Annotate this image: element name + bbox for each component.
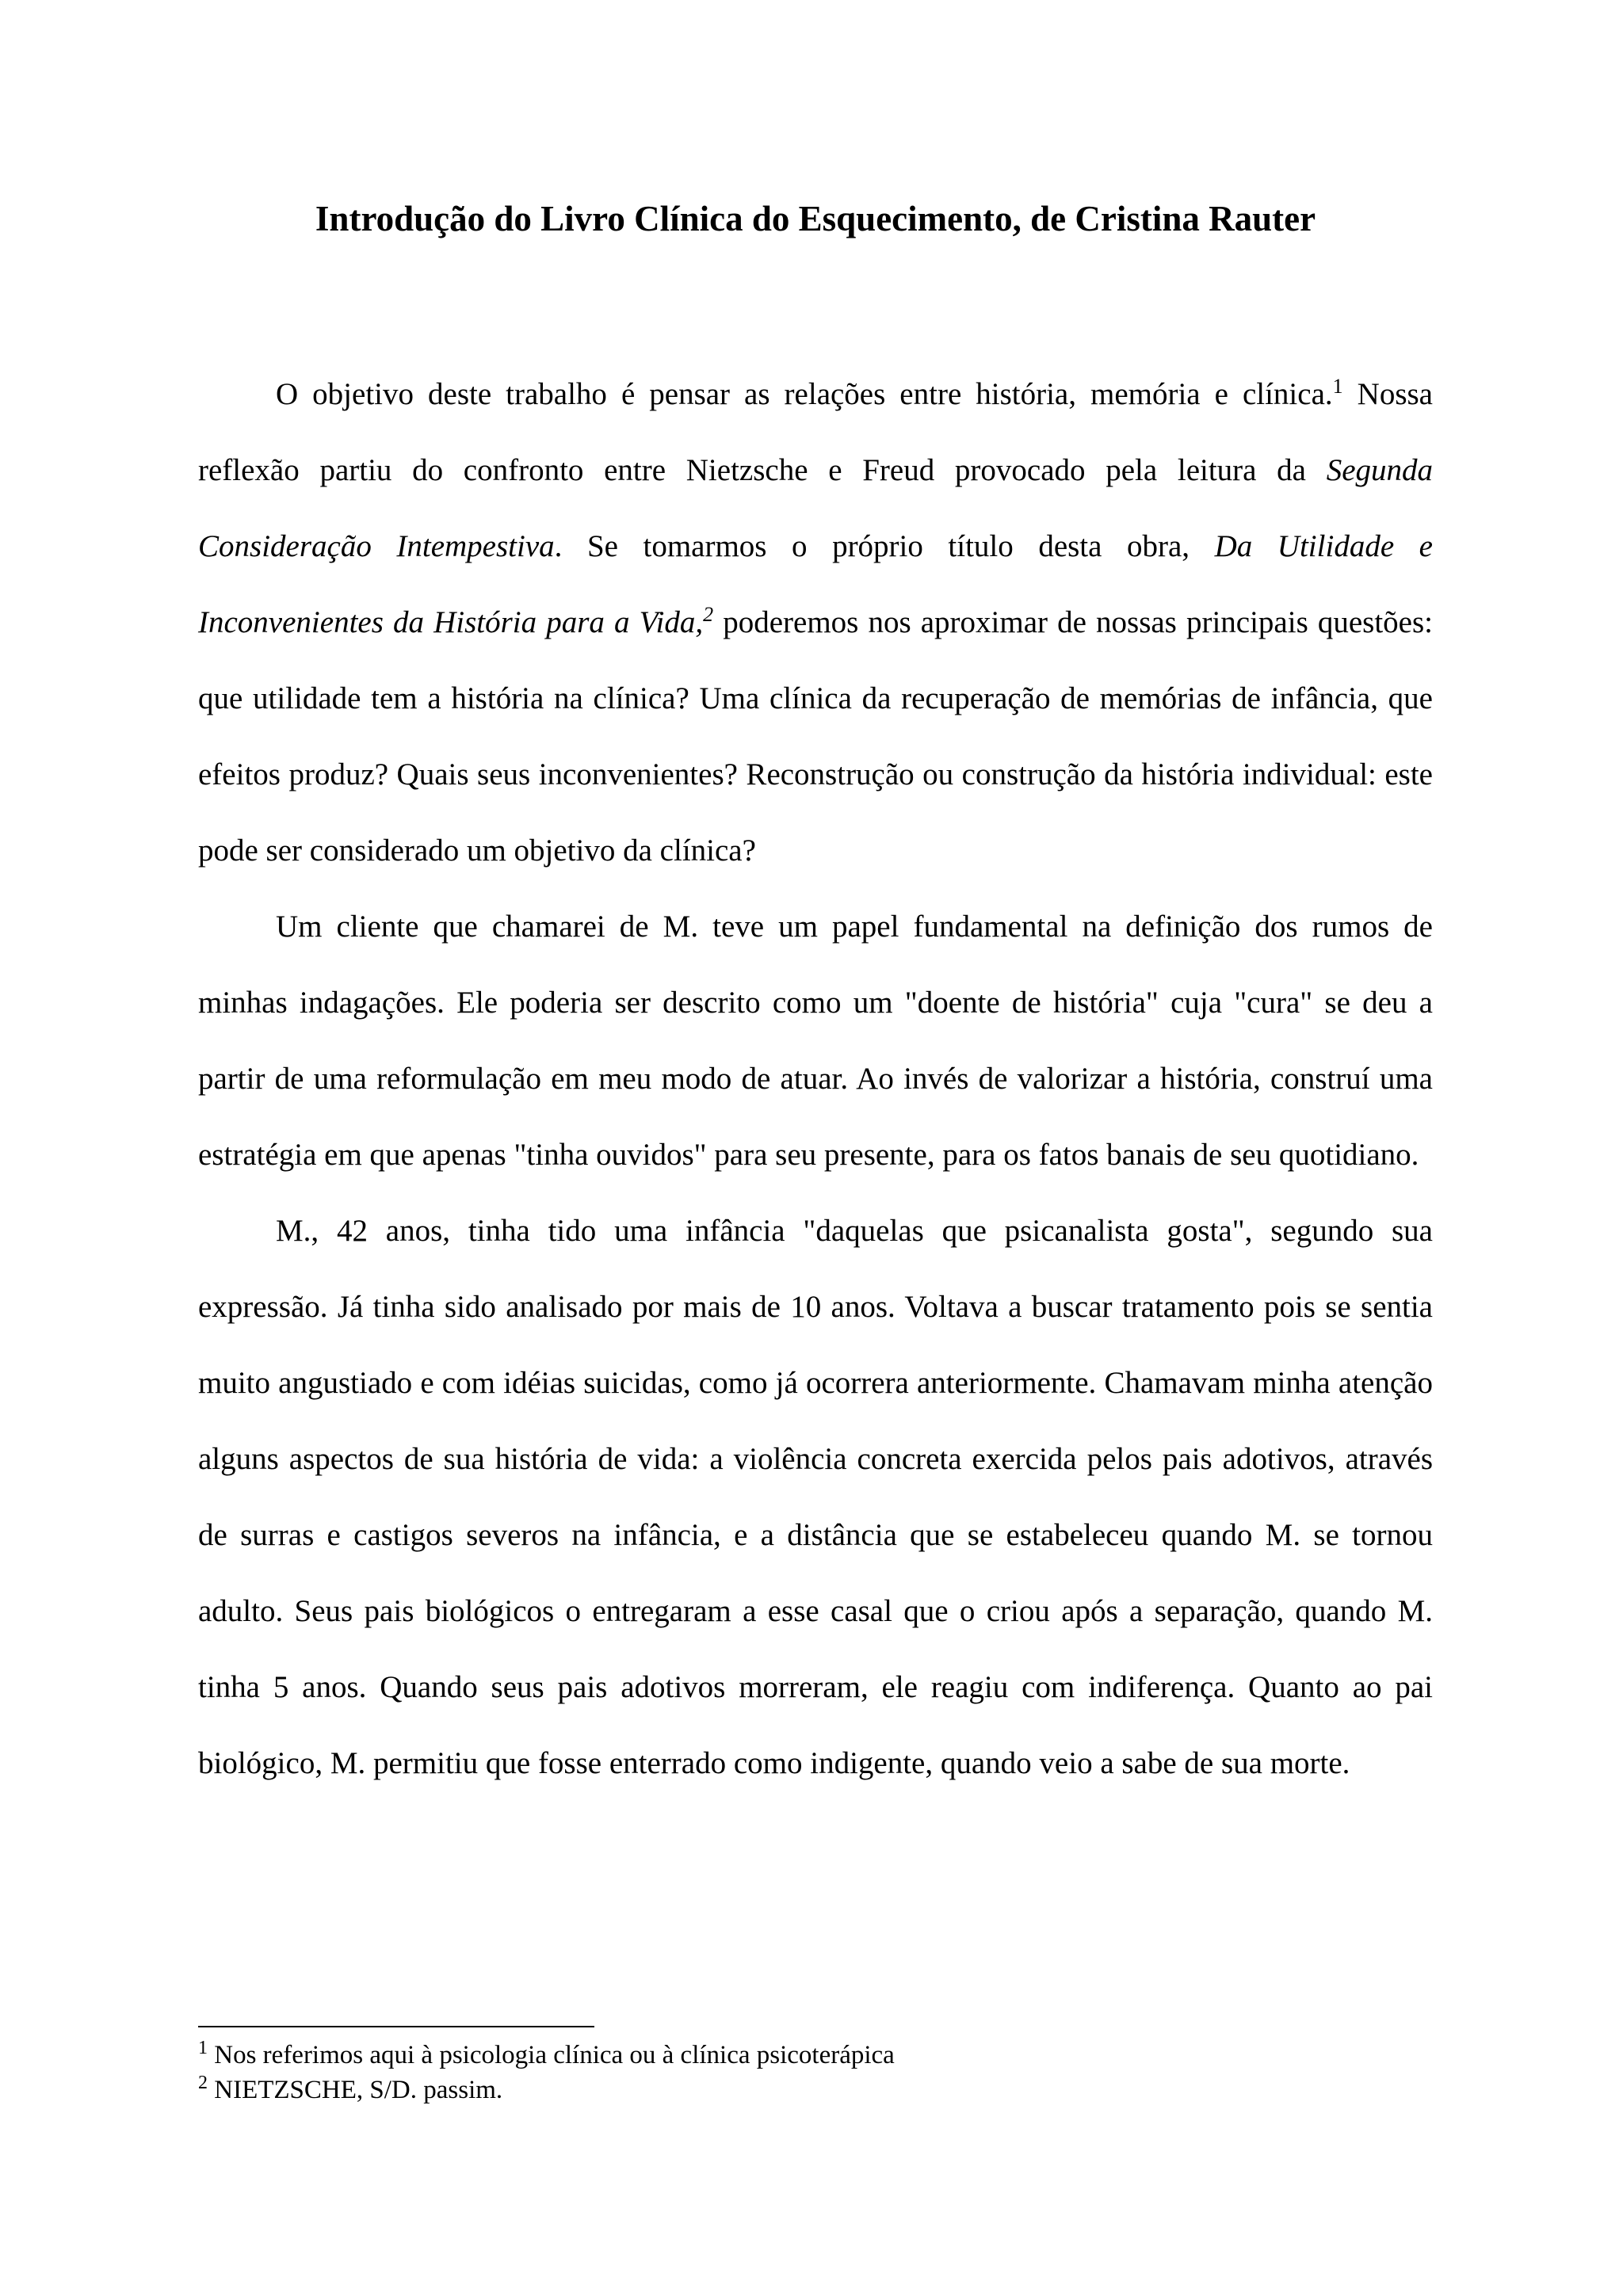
document-page xyxy=(198,0,1433,2296)
paragraph-1-text-d: poderemos nos aproximar de nossas principais questões: que utilidade tem a história na clínica? Uma clínica da recuperação de memórias de infância, que efeitos produz? Quais seus inconvenientes? Reconstrução ou construção da história individual: este pode ser considerado um objetivo da clínica? xyxy=(198,605,1433,868)
paragraph-3: M., 42 anos, tinha tido uma infância "daquelas que psicanalista gosta", segundo sua expressão. Já tinha sido analisado por mais de 10 anos. Voltava a buscar tratamento pois se sentia muito angustiado e com idéias suicidas, como já ocorrera anteriormente. Chamavam minha atenção alguns aspectos de sua história de vida: a violência concreta exercida pelos pais adotivos, através de surras e castigos severos na infância, e a distância que se estabeleceu quando M. se tornou adulto. Seus pais biológicos o entregaram a esse casal que o criou após a separação, quando M. tinha 5 anos. Quando seus pais adotivos morreram, ele reagiu com indiferença. Quanto ao pai biológico, M. permitiu que fosse enterrado como indigente, quando veio a sabe de sua morte. xyxy=(198,1214,1433,1780)
footnote-2-number: 2 xyxy=(198,2073,208,2093)
paragraph-1 xyxy=(198,357,1433,889)
paragraph-1-text-a: O objetivo deste trabalho é pensar as relações entre história, memória e clínica. xyxy=(276,377,1333,411)
paragraph-1-text-b: Nossa reflexão partiu do confronto entre Nietzsche e Freud provocado pela leitura da xyxy=(198,377,1433,487)
paragraph-2: Um cliente que chamarei de M. teve um papel fundamental na definição dos rumos de minhas indagações. Ele poderia ser descrito como um "doente de história" cuja "cura" se deu a partir de uma reformulação em meu modo de atuar. Ao invés de valorizar a história, construí uma estratégia em que apenas "tinha ouvidos" para seu presente, para os fatos banais de seu quotidiano. xyxy=(198,910,1433,1172)
footnote-1 xyxy=(198,2038,1433,2073)
italic-work-title-2: Da Utilidade e Inconvenientes da História para a Vida, xyxy=(198,529,1433,639)
footnote-2 xyxy=(198,2073,1433,2107)
footnote-2-text: NIETZSCHE, S/D. passim. xyxy=(208,2076,503,2104)
footnote-1-text: Nos referimos aqui à psicologia clínica ou à clínica psicoterápica xyxy=(208,2041,895,2069)
footnote-ref-2-number: 2 xyxy=(703,603,714,626)
paragraph-1-text-c: . Se tomarmos o próprio título desta obra, xyxy=(554,529,1215,563)
document-title: Introdução do Livro Clínica do Esquecimento, de Cristina Rauter xyxy=(315,199,1316,238)
document-body xyxy=(198,357,1433,1802)
footnotes xyxy=(198,2038,1433,2107)
footnote-ref-1: 1 xyxy=(1332,375,1343,398)
italic-work-title-1: Segunda Consideração Intempestiva xyxy=(198,453,1433,563)
footnote-ref-2 xyxy=(703,603,713,626)
footnote-1-number: 1 xyxy=(198,2038,208,2058)
footnote-separator xyxy=(198,2026,594,2027)
